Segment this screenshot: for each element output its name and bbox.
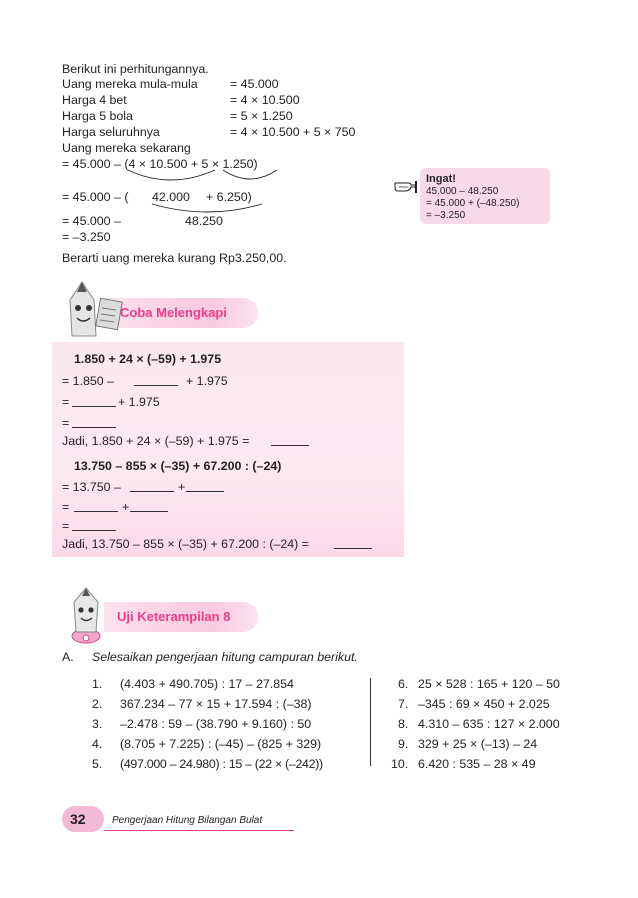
p2-line-3: = — [62, 519, 70, 533]
answer-blank[interactable] — [72, 396, 116, 407]
row-value: = 5 × 1.250 — [230, 109, 293, 123]
p1-line-2-end: + 1.975 — [118, 395, 160, 409]
question-text: (8.705 + 7.225) : (–45) – (825 + 329) — [120, 737, 322, 751]
mascot-character-icon — [62, 584, 114, 646]
row-label: Harga seluruhnya — [62, 125, 160, 139]
question-text: 25 × 528 : 165 + 120 – 50 — [418, 677, 560, 691]
answer-blank[interactable] — [72, 417, 116, 428]
question-number: 7. — [398, 697, 409, 711]
pencil-mascot-icon — [62, 278, 124, 340]
pointing-hand-icon — [394, 178, 418, 194]
question-text: 329 + 25 × (–13) – 24 — [418, 737, 538, 751]
section-letter: A. — [62, 650, 74, 664]
p2-line-2-start: = — [62, 500, 70, 514]
question-number: 4. — [92, 737, 103, 751]
question-text: (497.000 – 24.980) : 15 – (22 × (–242)) — [120, 757, 323, 771]
answer-blank[interactable] — [271, 435, 309, 446]
question-text: 6.420 : 535 – 28 × 49 — [418, 757, 536, 771]
question-text: –2.478 : 59 – (38.790 + 9.160) : 50 — [120, 717, 312, 731]
reminder-line: = –3.250 — [426, 210, 466, 221]
question-number: 6. — [398, 677, 409, 691]
conclusion: Berarti uang mereka kurang Rp3.250,00. — [62, 251, 287, 265]
reminder-note — [420, 168, 550, 224]
row-label: Harga 5 bola — [62, 109, 133, 123]
answer-blank[interactable] — [130, 501, 168, 512]
row-value: = 4 × 10.500 + 5 × 750 — [230, 125, 356, 139]
question-text: 367.234 – 77 × 15 + 17.594 : (–38) — [120, 697, 312, 711]
page-number: 32 — [70, 811, 86, 827]
reminder-title: Ingat! — [426, 173, 456, 185]
problem-1-expression: 1.850 + 24 × (–59) + 1.975 — [74, 352, 222, 366]
row-label: Uang mereka mula-mula — [62, 77, 198, 91]
question-number: 9. — [398, 737, 409, 751]
p1-line-2-start: = — [62, 395, 70, 409]
answer-blank[interactable] — [134, 375, 178, 386]
coba-title: Coba Melengkapi — [120, 305, 227, 320]
step-3-value: 48.250 — [185, 214, 223, 228]
step-1: = 45.000 – (4 × 10.500 + 5 × 1.250) — [62, 157, 258, 171]
answer-blank[interactable] — [334, 538, 372, 549]
curve-right — [223, 170, 277, 179]
running-title: Pengerjaan Hitung Bilangan Bulat — [112, 815, 263, 826]
reminder-line: 45.000 – 48.250 — [426, 186, 499, 197]
step-2-suffix: + 6.250) — [206, 190, 252, 204]
p1-result: Jadi, 1.850 + 24 × (–59) + 1.975 = — [62, 434, 250, 448]
footer-rule — [104, 830, 294, 831]
intro-text: Berikut ini perhitungannya. — [62, 62, 209, 76]
row-value: = 45.000 — [230, 77, 279, 91]
p2-result: Jadi, 13.750 – 855 × (–35) + 67.200 : (–24) = — [62, 537, 309, 551]
question-text: (4.403 + 490.705) : 17 – 27.854 — [120, 677, 294, 691]
reminder-line: = 45.000 + (–48.250) — [426, 198, 520, 209]
question-number: 3. — [92, 717, 103, 731]
question-number: 8. — [398, 717, 409, 731]
question-number: 2. — [92, 697, 103, 711]
answer-blank[interactable] — [74, 501, 118, 512]
step-2-prefix: = 45.000 – ( — [62, 190, 129, 204]
problem-2-expression: 13.750 – 855 × (–35) + 67.200 : (–24) — [74, 459, 282, 473]
grouping-curves — [125, 168, 285, 190]
p1-line-3: = — [62, 416, 70, 430]
p1-line-1-end: + 1.975 — [186, 374, 228, 388]
question-number: 1. — [92, 677, 103, 691]
instruction: Selesaikan pengerjaan hitung campuran berikut. — [92, 650, 358, 664]
question-number: 5. — [92, 757, 103, 771]
answer-blank[interactable] — [130, 481, 174, 492]
p2-line-2-mid: + — [122, 500, 130, 514]
question-number: 10. — [391, 757, 409, 771]
p2-line-1-start: = 13.750 – — [62, 480, 121, 494]
answer-blank[interactable] — [72, 520, 116, 531]
question-text: –345 : 69 × 450 + 2.025 — [418, 697, 550, 711]
uji-title: Uji Keterampilan 8 — [117, 609, 231, 624]
row-value: = 4 × 10.500 — [230, 93, 300, 107]
answer-blank[interactable] — [186, 481, 224, 492]
p2-line-1-mid: + — [178, 480, 186, 494]
curve-left — [128, 170, 215, 180]
row-label: Harga 4 bet — [62, 93, 127, 107]
column-divider — [370, 678, 371, 766]
step-2-value: 42.000 — [152, 190, 190, 204]
p1-line-1-start: = 1.850 – — [62, 374, 115, 388]
question-text: 4.310 – 635 : 127 × 2.000 — [418, 717, 560, 731]
step-4: = –3.250 — [62, 230, 111, 244]
now-label: Uang mereka sekarang — [62, 141, 191, 155]
step-3-prefix: = 45.000 – — [62, 214, 121, 228]
